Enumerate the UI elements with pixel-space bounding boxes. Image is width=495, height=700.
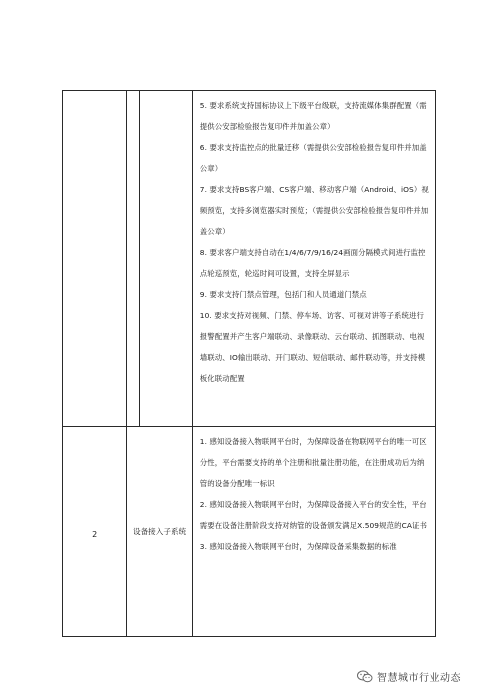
requirement-cell	[192, 91, 435, 427]
watermark-text: 智慧城市行业动态	[377, 673, 461, 684]
requirements-table	[62, 90, 436, 637]
category-label: 设备接入子系统	[133, 527, 187, 536]
requirement-item: 9. 要求支持门禁点管理，包括门和人员通道门禁点	[199, 290, 367, 299]
category-cell	[140, 91, 193, 427]
row-number	[63, 427, 127, 637]
requirement-item: 2. 感知设备接入物联网平台时，为保障设备接入平台的安全性，平台需要在设备注册阶段支持对纳管的设备颁发满足X.509规范的CA证书	[199, 500, 427, 530]
spacer-cell	[127, 91, 140, 427]
row-number-text: 2	[92, 530, 98, 539]
requirement-item: 7. 要求支持BS客户端、CS客户端、移动客户端（Android、iOS）视频预览，支持多浏览器实时预览；（需提供公安部检验报告复印件并加盖公章）	[199, 185, 429, 236]
category-cell	[127, 427, 192, 637]
wechat-icon	[357, 670, 373, 683]
requirement-item: 5. 要求系统支持国标协议上下级平台级联，支持流媒体集群配置（需提供公安部检验报告复印件并加盖公章）	[199, 101, 427, 131]
requirement-item: 1. 感知设备接入物联网平台时，为保障设备在物联网平台的唯一可区分性，平台需要支持的单个注册和批量注册功能，在注册成功后为纳管的设备分配唯一标识	[199, 437, 427, 488]
requirement-cell	[192, 427, 435, 637]
requirement-item: 10. 要求支持对视频、门禁、停车场、访客、可视对讲等子系统进行报警配置并产生客户端联动、录像联动、云台联动、抓图联动、电视墙联动、IO输出联动、开门联动、短信联动、邮件联动等，并支持模板化联动配置	[199, 311, 426, 383]
requirement-item: 8. 要求客户端支持自动在1/4/6/7/9/16/24画面分隔模式间进行监控点轮巡预览，轮巡时间可设置，支持全屏显示	[199, 248, 426, 278]
watermark	[357, 669, 461, 684]
requirement-item: 6. 要求支持监控点的批量迁移（需提供公安部检验报告复印件并加盖公章）	[199, 143, 427, 173]
requirement-item: 3. 感知设备接入物联网平台时，为保障设备采集数据的标准	[199, 542, 397, 551]
number-cell	[63, 91, 127, 427]
